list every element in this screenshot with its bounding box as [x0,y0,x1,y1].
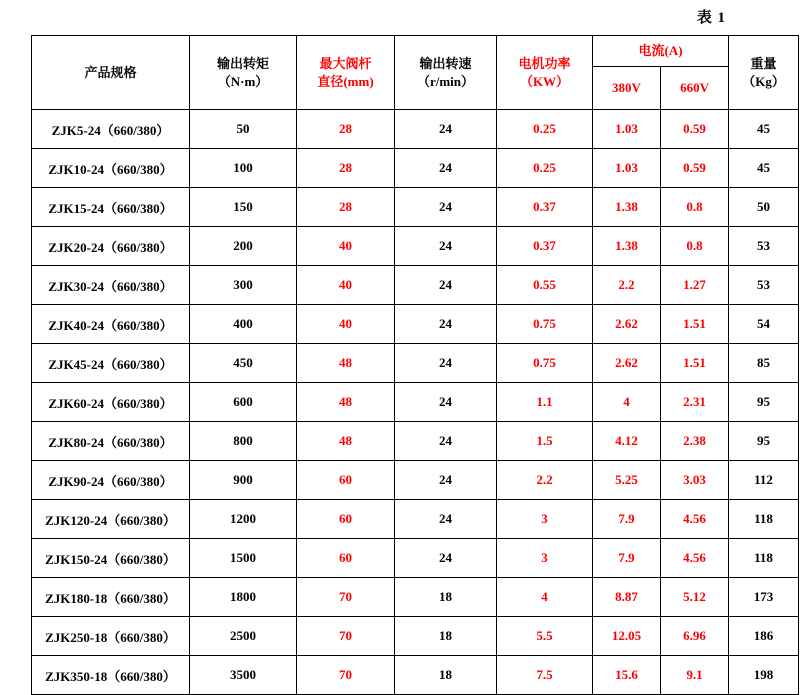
cell-max-stem: 48 [297,344,395,383]
cell-output-speed: 18 [395,617,497,656]
cell-output-torque: 200 [190,227,297,266]
cell-current-380v: 1.03 [593,149,661,188]
header-weight [729,36,799,110]
cell-output-speed: 24 [395,110,497,149]
cell-current-380v: 1.38 [593,227,661,266]
cell-output-speed: 24 [395,227,497,266]
cell-weight: 85 [729,344,799,383]
cell-current-380v: 5.25 [593,461,661,500]
header-motor-power [497,36,593,110]
cell-output-torque: 150 [190,188,297,227]
cell-motor-power: 1.1 [497,383,593,422]
cell-product-spec: ZJK120-24（660/380） [32,500,190,539]
header-motor-power-line1: 电机功率 [518,55,571,71]
cell-output-speed: 24 [395,149,497,188]
cell-weight: 198 [729,656,799,695]
cell-current-660v: 9.1 [661,656,729,695]
cell-weight: 45 [729,110,799,149]
cell-max-stem: 70 [297,617,395,656]
cell-motor-power: 3 [497,539,593,578]
cell-current-380v: 1.38 [593,188,661,227]
cell-weight: 95 [729,383,799,422]
cell-output-speed: 24 [395,422,497,461]
cell-product-spec: ZJK30-24（660/380） [32,266,190,305]
cell-product-spec: ZJK20-24（660/380） [32,227,190,266]
cell-current-660v: 1.51 [661,305,729,344]
cell-current-660v: 2.31 [661,383,729,422]
cell-weight: 53 [729,266,799,305]
cell-motor-power: 2.2 [497,461,593,500]
cell-output-torque: 3500 [190,656,297,695]
cell-current-380v: 15.6 [593,656,661,695]
cell-max-stem: 60 [297,461,395,500]
cell-product-spec: ZJK250-18（660/380） [32,617,190,656]
cell-output-speed: 24 [395,266,497,305]
cell-output-speed: 18 [395,578,497,617]
table-row [32,149,799,188]
cell-current-660v: 0.8 [661,188,729,227]
cell-motor-power: 4 [497,578,593,617]
cell-output-speed: 24 [395,188,497,227]
cell-current-660v: 0.8 [661,227,729,266]
cell-current-380v: 8.87 [593,578,661,617]
cell-output-torque: 1500 [190,539,297,578]
cell-max-stem: 48 [297,422,395,461]
cell-max-stem: 60 [297,539,395,578]
cell-motor-power: 0.55 [497,266,593,305]
table-row [32,617,799,656]
header-output-torque-line1: 输出转矩 [216,55,269,71]
cell-motor-power: 0.75 [497,305,593,344]
table-row [32,266,799,305]
cell-weight: 95 [729,422,799,461]
cell-current-380v: 2.2 [593,266,661,305]
cell-output-torque: 50 [190,110,297,149]
table-row [32,227,799,266]
table-row [32,383,799,422]
cell-product-spec: ZJK60-24（660/380） [32,383,190,422]
header-output-speed-unit: （r/min） [416,73,475,89]
cell-product-spec: ZJK90-24（660/380） [32,461,190,500]
cell-output-speed: 24 [395,500,497,539]
table-row [32,539,799,578]
cell-output-torque: 400 [190,305,297,344]
header-output-speed-line1: 输出转速 [419,55,472,71]
cell-current-380v: 7.9 [593,500,661,539]
cell-motor-power: 1.5 [497,422,593,461]
table-row [32,305,799,344]
cell-weight: 118 [729,500,799,539]
cell-motor-power: 5.5 [497,617,593,656]
table-row [32,188,799,227]
cell-weight: 54 [729,305,799,344]
table-row [32,578,799,617]
header-product-spec: 产品规格 [32,36,190,110]
cell-output-torque: 300 [190,266,297,305]
cell-output-speed: 18 [395,656,497,695]
header-max-stem-unit: 直径(mm) [317,73,374,89]
cell-product-spec: ZJK15-24（660/380） [32,188,190,227]
cell-output-speed: 24 [395,539,497,578]
cell-current-660v: 0.59 [661,110,729,149]
header-current-380v: 380V [593,67,661,110]
header-current-group: 电流(A) [593,36,729,67]
cell-current-660v: 0.59 [661,149,729,188]
cell-weight: 173 [729,578,799,617]
cell-max-stem: 40 [297,266,395,305]
header-max-stem-line1: 最大阀杆 [319,55,372,71]
cell-current-660v: 6.96 [661,617,729,656]
header-output-torque [190,36,297,110]
cell-current-660v: 3.03 [661,461,729,500]
cell-max-stem: 40 [297,305,395,344]
cell-motor-power: 0.25 [497,149,593,188]
cell-output-torque: 100 [190,149,297,188]
cell-weight: 50 [729,188,799,227]
cell-product-spec: ZJK10-24（660/380） [32,149,190,188]
header-motor-power-unit: （KW） [519,73,570,89]
cell-max-stem: 70 [297,656,395,695]
cell-current-380v: 7.9 [593,539,661,578]
cell-motor-power: 3 [497,500,593,539]
cell-output-torque: 900 [190,461,297,500]
cell-current-660v: 1.51 [661,344,729,383]
header-weight-unit: （Kg） [742,73,785,89]
cell-current-660v: 5.12 [661,578,729,617]
cell-max-stem: 28 [297,110,395,149]
cell-max-stem: 48 [297,383,395,422]
table-row [32,656,799,695]
cell-current-380v: 12.05 [593,617,661,656]
table-row [32,422,799,461]
cell-max-stem: 70 [297,578,395,617]
cell-weight: 112 [729,461,799,500]
cell-max-stem: 28 [297,149,395,188]
header-output-torque-unit: （N·m） [217,73,269,89]
table-row [32,110,799,149]
cell-motor-power: 0.37 [497,188,593,227]
cell-max-stem: 60 [297,500,395,539]
cell-motor-power: 0.37 [497,227,593,266]
cell-product-spec: ZJK180-18（660/380） [32,578,190,617]
cell-current-380v: 2.62 [593,344,661,383]
cell-current-660v: 4.56 [661,500,729,539]
cell-motor-power: 7.5 [497,656,593,695]
cell-weight: 53 [729,227,799,266]
cell-product-spec: ZJK80-24（660/380） [32,422,190,461]
cell-output-torque: 600 [190,383,297,422]
cell-output-speed: 24 [395,305,497,344]
cell-current-660v: 2.38 [661,422,729,461]
table-row [32,500,799,539]
cell-current-660v: 4.56 [661,539,729,578]
cell-product-spec: ZJK45-24（660/380） [32,344,190,383]
cell-weight: 186 [729,617,799,656]
table-caption: 表 1 [696,10,726,26]
table-row [32,461,799,500]
cell-product-spec: ZJK150-24（660/380） [32,539,190,578]
cell-output-speed: 24 [395,461,497,500]
header-max-stem-diameter [297,36,395,110]
cell-current-380v: 1.03 [593,110,661,149]
header-output-speed [395,36,497,110]
cell-motor-power: 0.25 [497,110,593,149]
cell-current-380v: 4.12 [593,422,661,461]
header-weight-line1: 重量 [750,55,777,71]
cell-output-torque: 1200 [190,500,297,539]
cell-product-spec: ZJK40-24（660/380） [32,305,190,344]
cell-current-380v: 2.62 [593,305,661,344]
cell-max-stem: 40 [297,227,395,266]
table-row [32,344,799,383]
cell-max-stem: 28 [297,188,395,227]
cell-weight: 45 [729,149,799,188]
header-current-660v: 660V [661,67,729,110]
cell-output-torque: 800 [190,422,297,461]
cell-output-torque: 2500 [190,617,297,656]
cell-output-speed: 24 [395,344,497,383]
cell-weight: 118 [729,539,799,578]
cell-motor-power: 0.75 [497,344,593,383]
cell-product-spec: ZJK5-24（660/380） [32,110,190,149]
cell-output-torque: 450 [190,344,297,383]
cell-output-torque: 1800 [190,578,297,617]
table-header [32,36,799,110]
cell-product-spec: ZJK350-18（660/380） [32,656,190,695]
cell-output-speed: 24 [395,383,497,422]
cell-current-660v: 1.27 [661,266,729,305]
specification-table [31,35,799,695]
table-body [32,110,799,695]
cell-current-380v: 4 [593,383,661,422]
